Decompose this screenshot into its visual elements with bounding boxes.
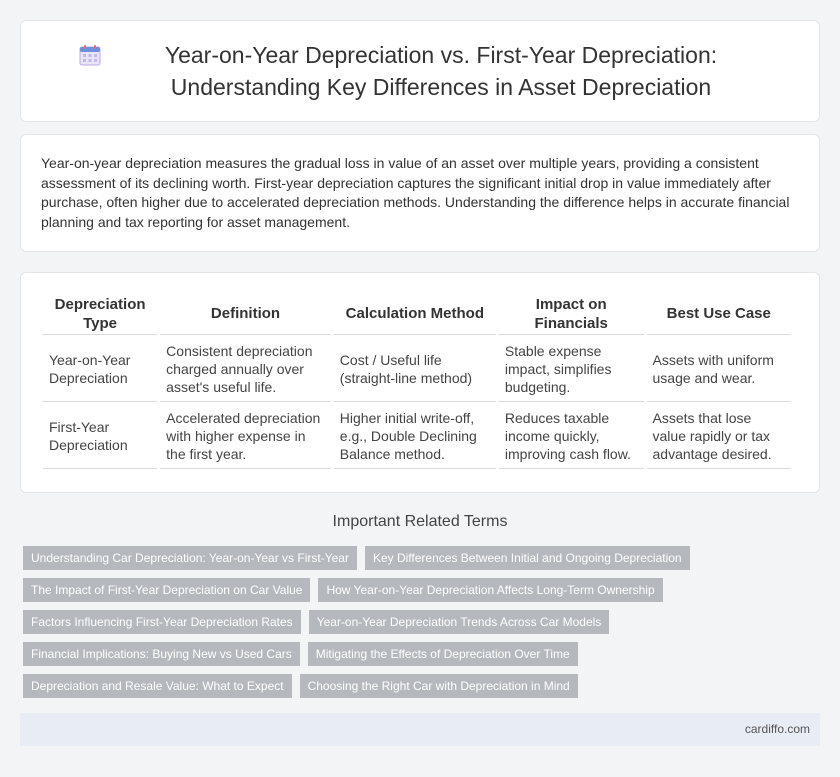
related-terms-heading: Important Related Terms xyxy=(332,513,508,530)
related-term-link[interactable]: Choosing the Right Car with Depreciation in Mind xyxy=(300,674,578,698)
title-card xyxy=(20,20,820,122)
table-cell: Cost / Useful life (straight-line method) xyxy=(334,335,496,402)
calendar-icon xyxy=(79,44,101,66)
table-header-row xyxy=(43,293,791,335)
related-term-link[interactable]: The Impact of First-Year Depreciation on Car Value xyxy=(23,578,310,602)
title-wrap xyxy=(79,39,761,103)
table-cell: Assets that lose value rapidly or tax advantage desired. xyxy=(647,402,791,469)
intro-card xyxy=(20,134,820,252)
table-row xyxy=(43,335,791,402)
table-cell: Accelerated depreciation with higher expense in the first year. xyxy=(160,402,331,469)
table-cell: Higher initial write-off, e.g., Double Declining Balance method. xyxy=(334,402,496,469)
related-term-link[interactable]: Understanding Car Depreciation: Year-on-Year vs First-Year xyxy=(23,546,357,570)
table-cell: Year-on-Year Depreciation xyxy=(43,335,157,402)
header-calculation-method: Calculation Method xyxy=(334,293,496,335)
table-cell: Assets with uniform usage and wear. xyxy=(647,335,791,402)
related-term-link[interactable]: Mitigating the Effects of Depreciation Over Time xyxy=(308,642,578,666)
table-cell: First-Year Depreciation xyxy=(43,402,157,469)
intro-paragraph: Year-on-year depreciation measures the gradual loss in value of an asset over multiple years, providing a consistent assessment of its declining worth. First-year depreciation captures the significant initial drop in value immediately after purchase, often higher due to accelerated depreciation methods. Understanding the difference helps in accurate financial planning and tax reporting for asset management. xyxy=(41,155,790,230)
page-title: Year-on-Year Depreciation vs. First-Year Depreciation: Understanding Key Differences in Asset Depreciation xyxy=(164,42,718,100)
table-cell: Reduces taxable income quickly, improving cash flow. xyxy=(499,402,644,469)
footer xyxy=(20,713,820,746)
header-definition: Definition xyxy=(160,293,331,335)
related-term-link[interactable]: Depreciation and Resale Value: What to Expect xyxy=(23,674,292,698)
related-term-link[interactable]: Factors Influencing First-Year Depreciation Rates xyxy=(23,610,301,634)
related-term-link[interactable]: Key Differences Between Initial and Ongoing Depreciation xyxy=(365,546,690,570)
comparison-table-card xyxy=(20,272,820,493)
related-term-link[interactable]: How Year-on-Year Depreciation Affects Long-Term Ownership xyxy=(318,578,662,602)
related-term-link[interactable]: Year-on-Year Depreciation Trends Across Car Models xyxy=(309,610,610,634)
related-term-link[interactable]: Financial Implications: Buying New vs Used Cars xyxy=(23,642,300,666)
table-row xyxy=(43,402,791,469)
footer-site-link[interactable]: cardiffo.com xyxy=(744,722,810,736)
header-depreciation-type: Depreciation Type xyxy=(43,293,157,335)
header-impact-on-financials: Impact on Financials xyxy=(499,293,644,335)
table-cell: Consistent depreciation charged annually over asset's useful life. xyxy=(160,335,331,402)
table-cell: Stable expense impact, simplifies budgeting. xyxy=(499,335,644,402)
header-best-use-case: Best Use Case xyxy=(647,293,791,335)
related-terms-list xyxy=(23,546,823,698)
comparison-table xyxy=(40,293,794,469)
